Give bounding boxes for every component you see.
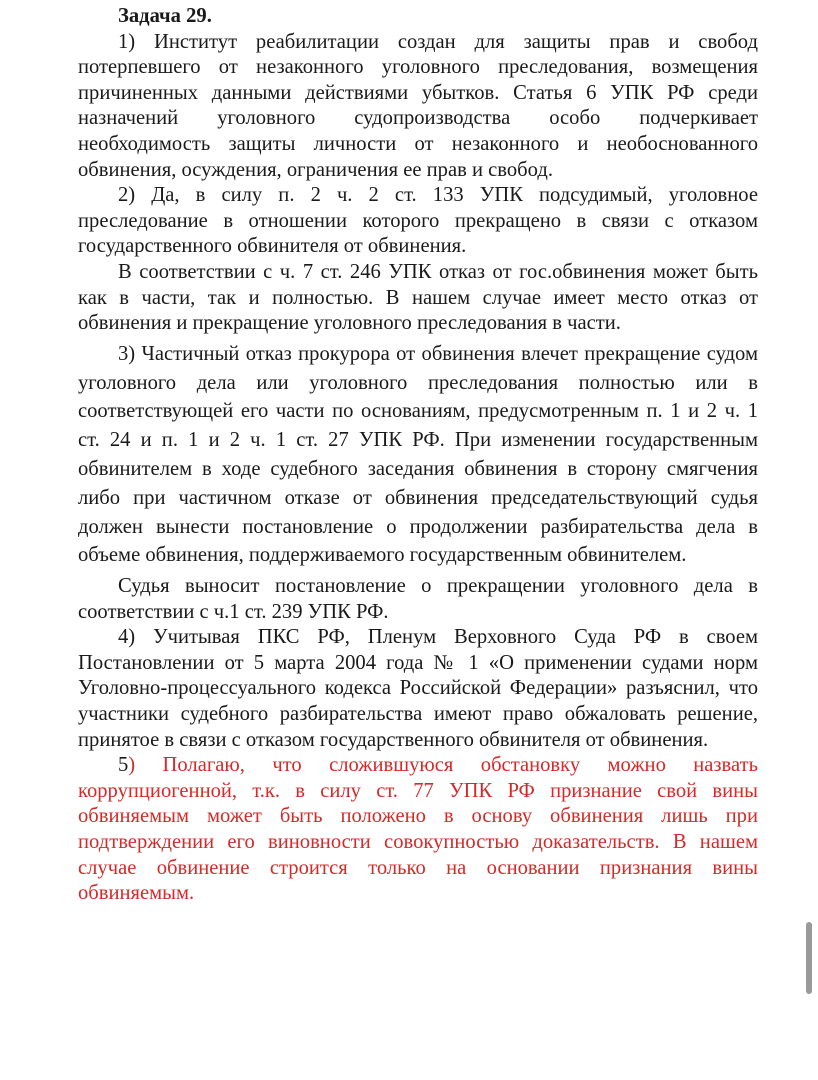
paragraph-5-number: 5 xyxy=(118,754,129,777)
paragraph-answer-3-continued: Судья выносит постановление о прекращении уголовного дела в соответствии с ч.1 ст. 239 УПК РФ. xyxy=(78,575,758,623)
paragraph-answer-2: 2) Да, в силу п. 2 ч. 2 ст. 133 УПК подсудимый, уголовное преследование в отношении которого прекращено в связи с отказом государственного обвинителя от обвинения. xyxy=(78,184,758,258)
paragraph-answer-1: 1) Институт реабилитации создан для защиты прав и свобод потерпевшего от незаконного уголовного преследования, возмещения причиненных данными действиями убытков. Статья 6 УПК РФ среди назначений уголовного судопроизводства особо подчеркивает необходимость защиты личности от незаконного и необоснованного обвинения, осуждения, ограничения ее прав и свобод. xyxy=(78,30,758,181)
paragraph-5-red-text: ) Полагаю, что сложившуюся обстановку можно назвать коррупциогенной, т.к. в силу ст. 77 УПК РФ признание свой вины обвиняемым может быть положено в основу обвинения лишь при подтверждении его виновности совокупностью доказательств. В нашем случае обвинение строится только на основании признания вины обвиняемым. xyxy=(78,754,758,905)
scrollbar-thumb[interactable] xyxy=(806,922,812,994)
paragraph-answer-5 xyxy=(78,753,758,907)
paragraph-answer-3: 3) Частичный отказ прокурора от обвинения влечет прекращение судом уголовного дела или уголовного преследования полностью или в соответствующей его части по основаниям, предусмотренным п. 1 и 2 ч. 1 ст. 24 и п. 1 и 2 ч. 1 ст. 27 УПК РФ. При изменении государственным обвинителем в ходе судебного заседания обвинения в сторону смягчения либо при частичном отказе от обвинения председательствующий судья должен вынести постановление о продолжении разбирательства дела в объеме обвинения, поддерживаемого государственным обвинителем. xyxy=(78,342,758,567)
document-page xyxy=(78,4,758,907)
paragraph-answer-4: 4) Учитывая ПКС РФ, Пленум Верховного Суда РФ в своем Постановлении от 5 марта 2004 года № 1 «О применении судами норм Уголовно-процессуального кодекса Российской Федерации» разъяснил, что участники судебного разбирательства имеют право обжаловать решение, принятое в связи с отказом государственного обвинителя от обвинения. xyxy=(78,626,758,751)
task-title: Задача 29. xyxy=(118,5,212,27)
paragraph-answer-2-continued: В соответствии с ч. 7 ст. 246 УПК отказ от гос.обвинения может быть как в части, так и полностью. В нашем случае имеет место отказ от обвинения и прекращение уголовного преследования в части. xyxy=(78,260,758,335)
